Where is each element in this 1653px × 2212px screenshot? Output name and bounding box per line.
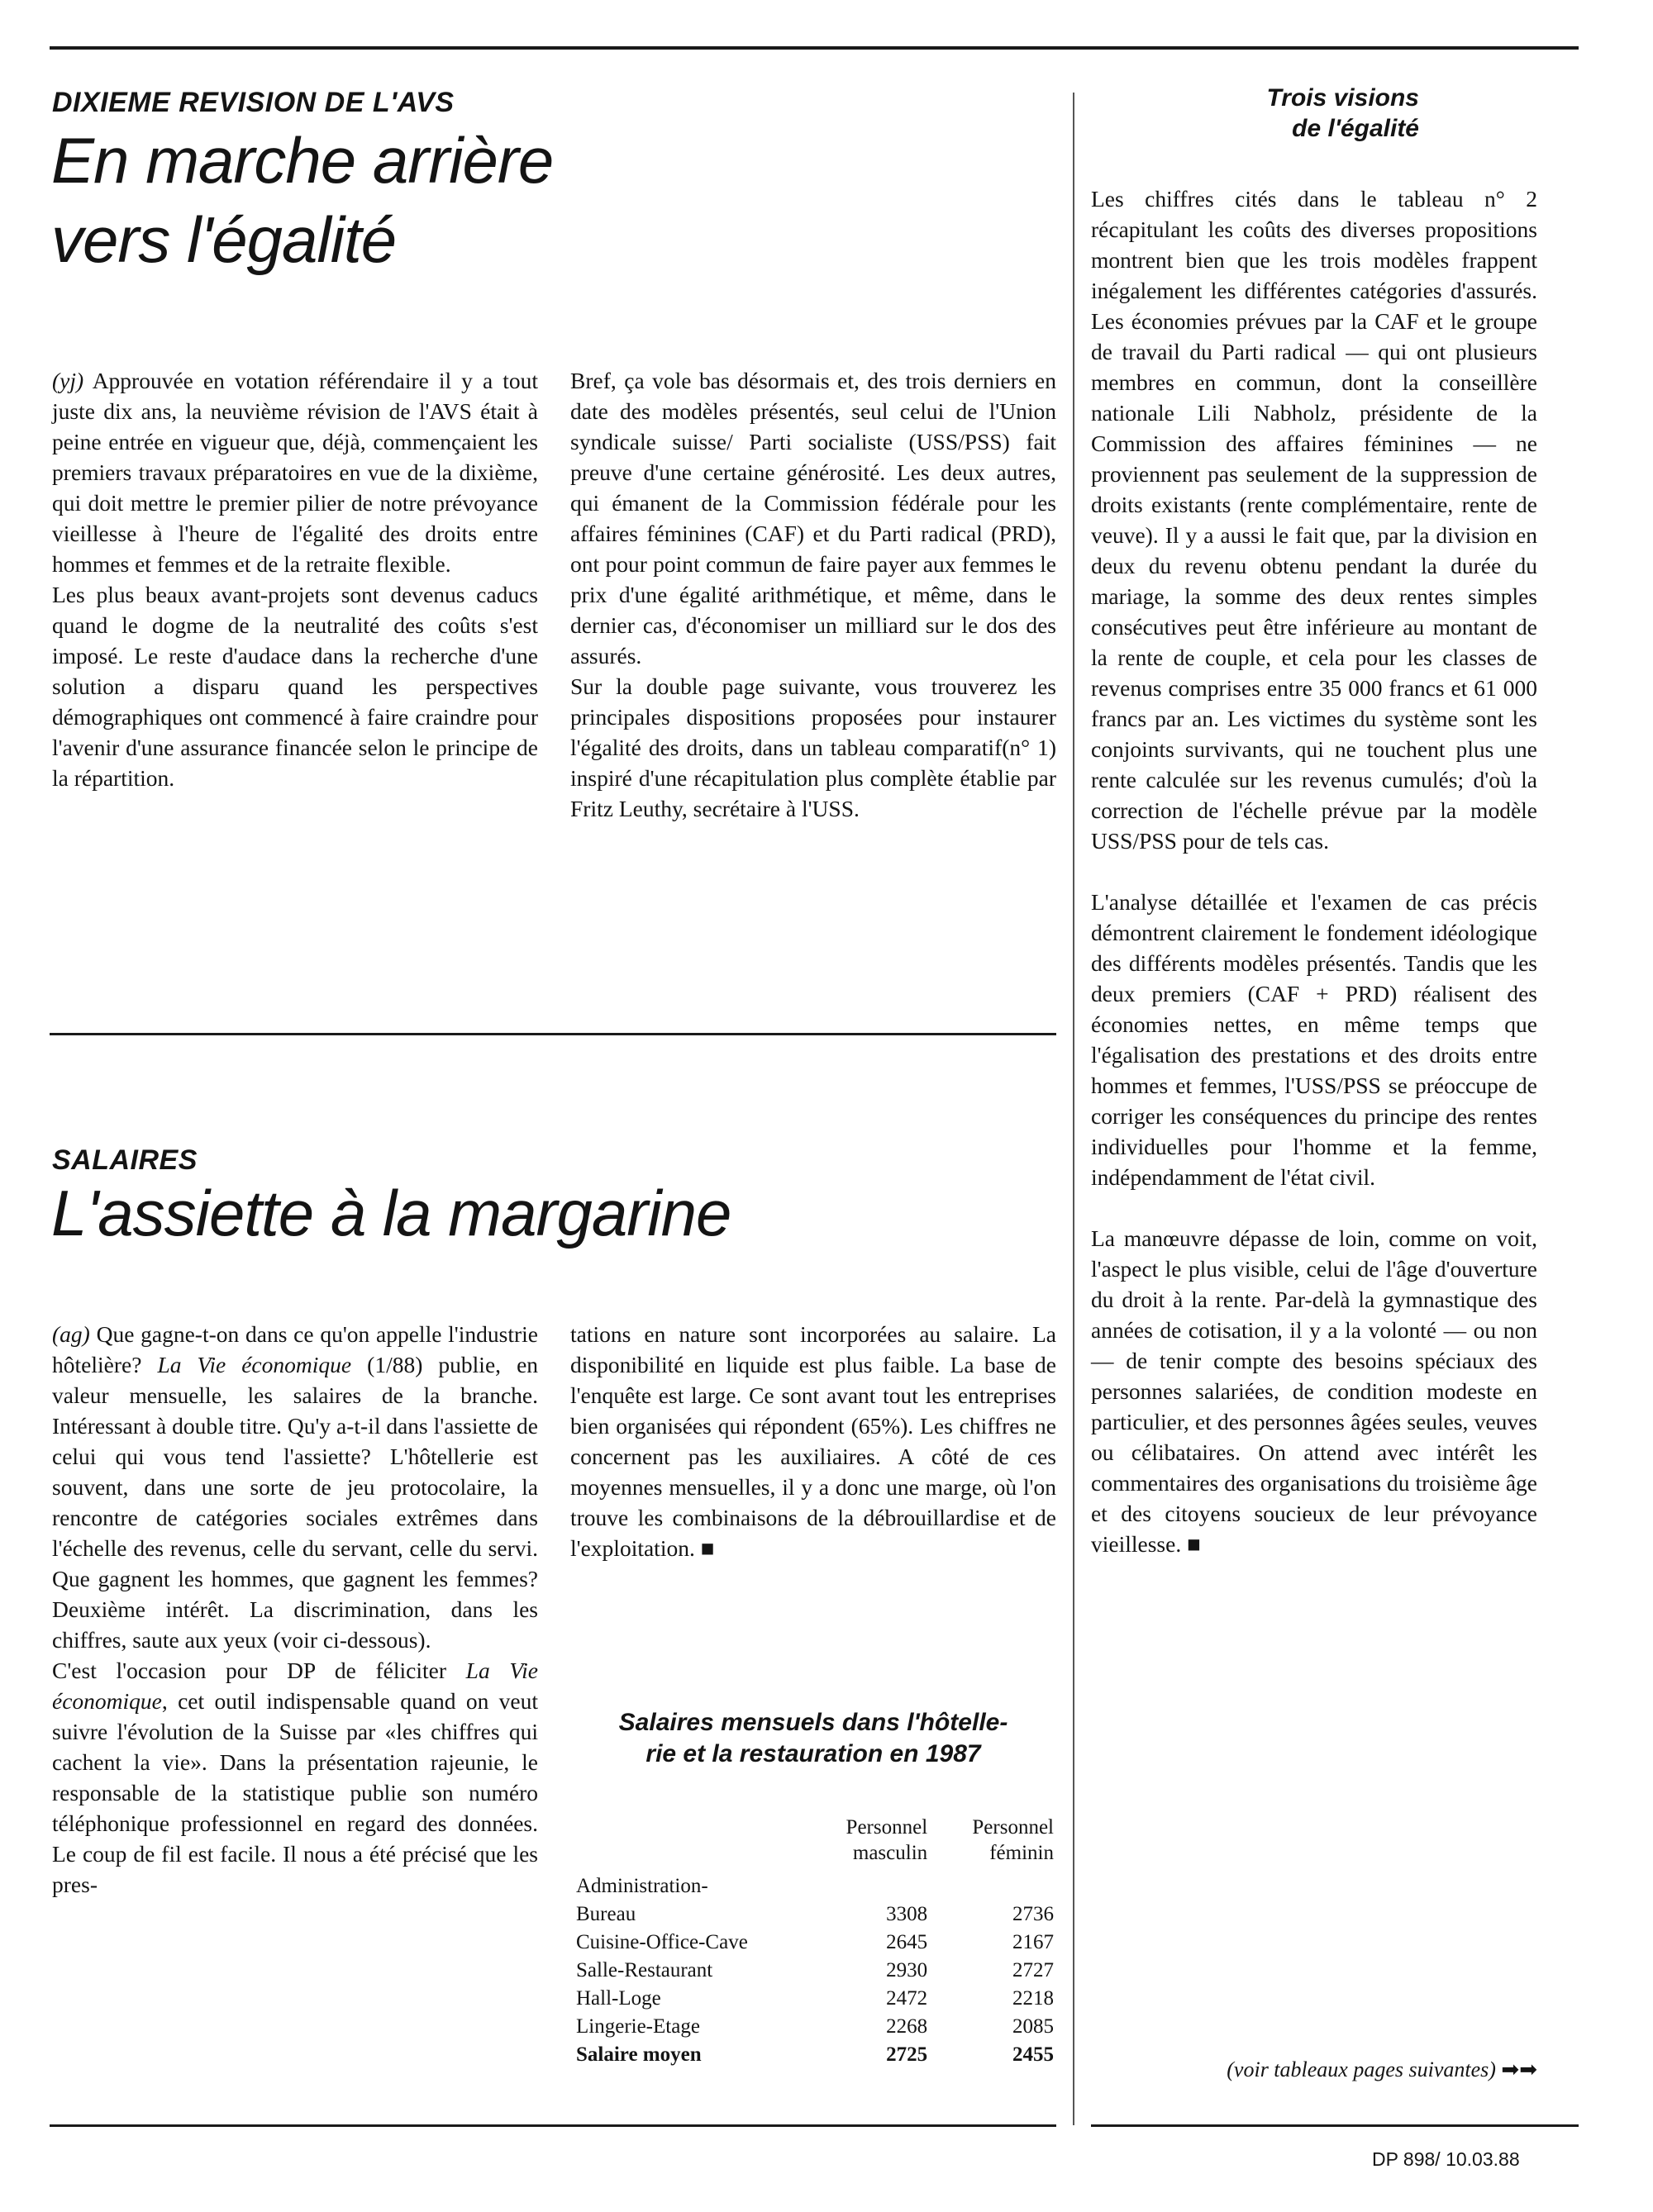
total-male-value: 2725 [886,2043,928,2066]
row-label: Salle-Restaurant [576,1959,713,1981]
end-mark-icon: ■ [700,1535,715,1561]
salary-table [576,1815,1054,2069]
article1-paragraph-text: Approuvée en votation référendaire il y a tout juste dix ans, la neuvième révision de l'AVS était à peine entrée en vigueur que, déjà, commençaient les premiers travaux préparatoires en vue de la dixième, qui doit mettre le premier pilier de notre prévoyance vieillesse à l'heure de l'égalité des droits entre hommes et femmes et de la retraite flexible. [52,368,538,577]
header-female-line2: féminin [989,1842,1054,1864]
header-male-line1: Personnel [846,1816,928,1839]
article1-column-2 [570,365,1056,824]
row-male-value: 2268 [886,2015,928,2038]
publication-name: La Vie économique [157,1352,352,1377]
table-row [576,1866,1054,1900]
table-row [576,1929,1054,1957]
sidebar-paragraph-text: La manœuvre dépasse de loin, comme on voit, l'aspect le plus visible, celui de l'âge d'ouverture du droit à la rente. Par-delà la gymnastique des années de cotisation, il y a la volonté — ou non — de tenir compte des besoins spéciaux des personnes salariées, de condition modeste en particulier, et des personnes âgées seules, veuves ou célibataires. On attend avec intérêt les commentaires des organisations du troisième âge et des citoyens soucieux de leur prévoyance vieillesse. [1091,1225,1537,1557]
row-male-value: 2472 [886,1987,928,2010]
row-label: Lingerie-Etage [576,2015,700,2038]
row-female-value: 2727 [1012,1959,1054,1981]
article1-paragraph [52,365,538,579]
article2-paragraph [52,1319,538,1655]
author-tag: (yj) [52,368,84,393]
column-divider [1073,93,1074,2125]
row-label: Administration- [576,1875,708,1897]
bottom-rule-right [1091,2124,1579,2127]
table-row [576,2013,1054,2041]
table-row [576,1985,1054,2013]
see-more-text: (voir tableaux pages suivantes) [1227,2057,1496,2081]
article2-paragraph-text: tations en nature sont incorporées au salaire. La disponibilité en liquide est plus faible. La base de l'enquête est large. Ce sont avant tout les entreprises bien organisées qui répondent (65%). Les chiffres ne concernent pas les auxiliaires. A côté de ces moyennes mensuelles, il y a donc une marge, où l'on trouve les combinaisons de la débrouillardise et de l'exploitation. [570,1321,1056,1561]
end-mark-icon: ■ [1187,1531,1201,1557]
article2-column-2 [570,1319,1056,1563]
article2-paragraph-text: , cet outil indispensable quand on veut suivre l'évolution de la Suisse par «les chiffres qui cachent la vie». Dans la présentation rajeunie, le responsable de la statistique publie son numéro téléphonique professionnel en regard des données. Le coup de fil est facile. Il nous a été précisé que les pres- [52,1688,538,1897]
row-male-value: 2645 [886,1931,928,1953]
row-female-value: 2085 [1012,2015,1054,2038]
article2-paragraph [52,1655,538,1900]
sidebar-paragraph: L'analyse détaillée et l'examen de cas précis démontrent clairement le fondement idéologique des différents modèles présentés. Tandis que les deux premiers (CAF + PRD) réalisent des économies nettes, en même temps que l'égalisation des prestations et des droits entre hommes et femmes, l'USS/PSS se préoccupe de corriger les conséquences du principe des rentes individuelles pour l'homme et la femme, indépendamment de l'état civil. [1091,889,1537,1190]
salary-table-title-line1: Salaires mensuels dans l'hôtelle- [618,1709,1008,1736]
row-female-value: 2167 [1012,1931,1054,1953]
article2-headline: L'assiette à la margarine [51,1177,731,1249]
row-label: Bureau [576,1903,636,1925]
article2-paragraph-text: C'est l'occasion pour DP de féliciter [52,1658,446,1683]
total-label: Salaire moyen [576,2043,702,2066]
salary-table-header-male [801,1815,927,1866]
double-arrow-icon: ➡➡ [1501,2057,1537,2081]
article1-headline-line1: En marche arrière [51,124,554,197]
author-tag: (ag) [52,1321,90,1347]
top-rule [50,46,1579,50]
salary-table-header-female [927,1815,1054,1866]
article1-paragraph: Bref, ça vole bas désormais et, des trois derniers en date des modèles présentés, seul celui de l'Union syndicale suisse/ Parti socialiste (USS/PSS) fait preuve d'une certaine générosité. Les deux autres, qui émanent de la Commission fédérale pour les affaires féminines (CAF) et du Parti radical (PRD), ont pour point commun de faire payer aux femmes le prix d'une égalité arithmétique, et même, dans le dernier cas, d'économiser un milliard sur le dos des assurés. [570,368,1056,668]
article2-kicker: SALAIRES [52,1144,198,1176]
header-female-line1: Personnel [972,1816,1054,1839]
row-label: Hall-Loge [576,1987,661,2010]
publication-name: La Vie économique [52,1658,538,1714]
sidebar-paragraph [1091,1223,1537,1559]
article2-paragraph-text: Que gagne-t-on dans ce qu'on appelle l'industrie hôtelière? [52,1321,539,1377]
salary-table-header-category [576,1815,801,1866]
total-female-value: 2455 [1012,2043,1054,2066]
article1-headline-line2: vers l'égalité [51,203,397,276]
see-more-note [1091,2056,1537,2084]
article1-headline [51,121,553,279]
article2-paragraph [570,1319,1056,1563]
article2-paragraph-text: (1/88) publie, en valeur mensuelle, les salaires de la branche. Intéressant à double titre. Qu'y a-t-il dans l'assiette de celui qui vous tend l'assiette? L'hôtellerie est souvent, dans une sorte de jeu protocolaire, la rencontre de catégories sociales extrêmes dans l'échelle des revenus, celle du servant, celle du servi. Que gagnent les hommes, que gagnent les femmes? Deuxième intérêt. La discrimination, dans les chiffres, saute aux yeux (voir ci-dessous). [52,1352,539,1653]
bottom-rule-left [50,2124,1056,2127]
sidebar-title [1091,83,1419,144]
salary-table-title [570,1707,1056,1770]
table-row [576,1900,1054,1929]
article1-paragraph: Sur la double page suivante, vous trouverez les principales dispositions proposées pour instaurer l'égalité des droits, dans un tableau comparatif(n° 1) inspiré d'une récapitulation plus complète établie par Fritz Leuthy, secrétaire à l'USS. [570,673,1056,821]
row-male-value: 3308 [886,1903,928,1925]
salary-table-header-row [576,1815,1054,1866]
issue-footer: DP 898/ 10.03.88 [1372,2148,1520,2170]
article1-paragraph: Les plus beaux avant-projets sont devenus caducs quand le dogme de la neutralité des coûts s'est imposé. Le reste d'audace dans la recherche d'une solution a disparu quand les perspectives démographiques ont commencé à faire craindre pour l'avenir d'une assurance financée selon le principe de la répartition. [52,582,538,791]
row-female-value: 2218 [1012,1987,1054,2010]
sidebar-title-line2: de l'égalité [1292,115,1419,142]
header-male-line2: masculin [852,1842,928,1864]
article-separator-rule [50,1033,1056,1035]
sidebar-title-line1: Trois visions [1266,84,1419,112]
table-row [576,1957,1054,1985]
row-male-value: 2930 [886,1959,928,1981]
row-female-value: 2736 [1012,1903,1054,1925]
sidebar-paragraph: Les chiffres cités dans le tableau n° 2 récapitulant les coûts des diverses propositions montrent bien que les trois modèles frappent inégalement les différentes catégories d'assurés. Les économies prévues par la CAF et le groupe de travail du Parti radical — qui ont plusieurs membres en commun, dont la conseillère nationale Lili Nabholz, présidente de la Commission des affaires féminines — ne proviennent pas seulement de la suppression de droits existants (rente complémentaire, rente de veuve). Il y a aussi le fait que, par la division en deux du revenu obtenu pendant la durée du mariage, la somme des deux rentes simples consécutives peut être inférieure au montant de la rente de couple, et cela pour les classes de revenus comprises entre 35 000 francs et 61 000 francs par an. Les victimes du système sont les conjoints survivants, qui ne touchent plus une rente calculée sur les revenus cumulés; d'où la correction de l'échelle prévue par la modèle USS/PSS pour de tels cas. [1091,186,1537,854]
article1-column-1 [52,365,538,793]
article1-kicker: DIXIEME REVISION DE L'AVS [52,87,455,118]
row-label: Cuisine-Office-Cave [576,1931,748,1953]
article2-column-1 [52,1319,538,1900]
table-total-row [576,2041,1054,2069]
sidebar-column [1091,183,1537,1559]
salary-table-title-line2: rie et la restauration en 1987 [645,1740,981,1767]
